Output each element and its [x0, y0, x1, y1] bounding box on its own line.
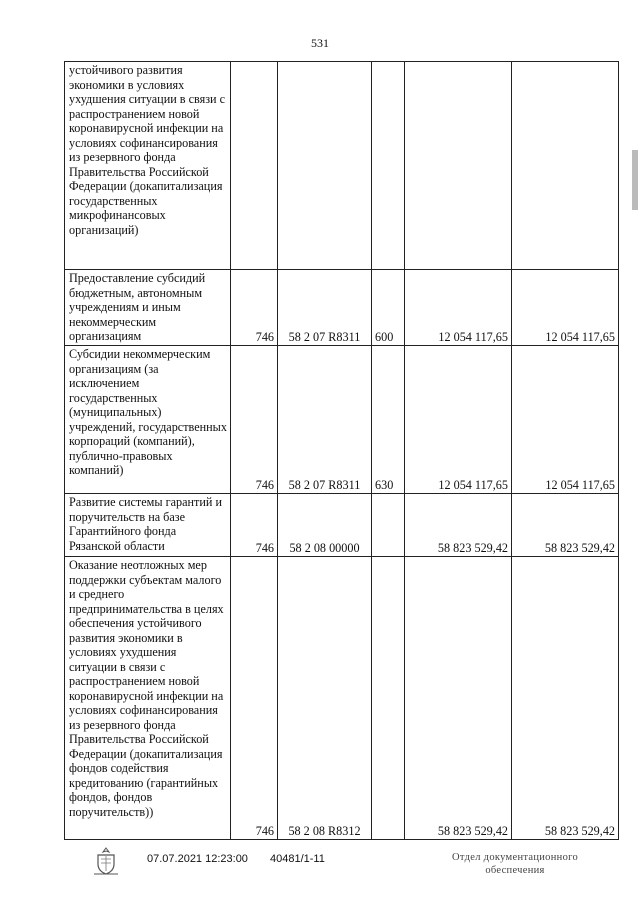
- amount-cell: 58 823 529,42: [405, 557, 512, 840]
- expense-type-cell: 630: [372, 346, 405, 494]
- target-article-cell: 58 2 07 R8311: [278, 270, 372, 346]
- stamp-line: Отдел документационного: [451, 852, 579, 863]
- target-article-cell: [278, 62, 372, 270]
- amount-cell: [405, 62, 512, 270]
- table-row: [65, 494, 619, 557]
- budget-table: [64, 61, 619, 840]
- document-number: 40481/1-11: [270, 853, 325, 865]
- row-name-cell: Развитие системы гарантий и поручительств на базе Гарантийного фонда Рязанской области: [65, 494, 231, 557]
- row-name-cell: Оказание неотложных мер поддержки субъектам малого и среднего предпринимательства в целях обеспечения устойчивого развития экономики в условиях ухудшения ситуации в связи с распространением новой коронавирусной инфекции на условиях софинансирования из резервного фонда Правительства Российской Федерации (докапитализация фондов содействия кредитованию (гарантийных фондов, фондов поручительств)): [65, 557, 231, 840]
- amount-cell: 12 054 117,65: [512, 346, 619, 494]
- admin-code-cell: 746: [231, 557, 278, 840]
- expense-type-cell: [372, 494, 405, 557]
- row-name-cell: Предоставление субсидий бюджетным, автономным учреждениям и иным некоммерческим организациям: [65, 270, 231, 346]
- target-article-cell: 58 2 08 R8312: [278, 557, 372, 840]
- amount-cell: 58 823 529,42: [405, 494, 512, 557]
- amount-cell: 12 054 117,65: [405, 346, 512, 494]
- admin-code-cell: [231, 62, 278, 270]
- scan-edge-mark: [632, 150, 638, 210]
- admin-code-cell: 746: [231, 494, 278, 557]
- admin-code-cell: 746: [231, 270, 278, 346]
- expense-type-cell: [372, 62, 405, 270]
- table-row: [65, 270, 619, 346]
- registration-datetime: 07.07.2021 12:23:00: [147, 853, 248, 865]
- page-number: 531: [311, 36, 329, 50]
- expense-type-cell: [372, 557, 405, 840]
- amount-cell: 58 823 529,42: [512, 494, 619, 557]
- admin-code-cell: 746: [231, 346, 278, 494]
- amount-cell: 58 823 529,42: [512, 557, 619, 840]
- amount-cell: 12 054 117,65: [512, 270, 619, 346]
- target-article-cell: 58 2 07 R8311: [278, 346, 372, 494]
- department-stamp: [440, 851, 590, 877]
- row-name-cell: устойчивого развития экономики в условиях ухудшения ситуации в связи с распространением новой коронавирусной инфекции на условиях софинансирования из резервного фонда Правительства Российской Федерации (докапитализация государственных микрофинансовых организаций): [65, 62, 231, 270]
- amount-cell: 12 054 117,65: [405, 270, 512, 346]
- row-name-cell: Субсидии некоммерческим организациям (за исключением государственных (муниципальных) учреждений, государственных корпораций (компаний), публично-правовых компаний): [65, 346, 231, 494]
- expense-type-cell: 600: [372, 270, 405, 346]
- coat-of-arms-icon: [92, 846, 120, 876]
- target-article-cell: 58 2 08 00000: [278, 494, 372, 557]
- table-row: [65, 62, 619, 270]
- amount-cell: [512, 62, 619, 270]
- stamp-line: обеспечения: [485, 865, 545, 876]
- table-row: [65, 557, 619, 840]
- table-row: [65, 346, 619, 494]
